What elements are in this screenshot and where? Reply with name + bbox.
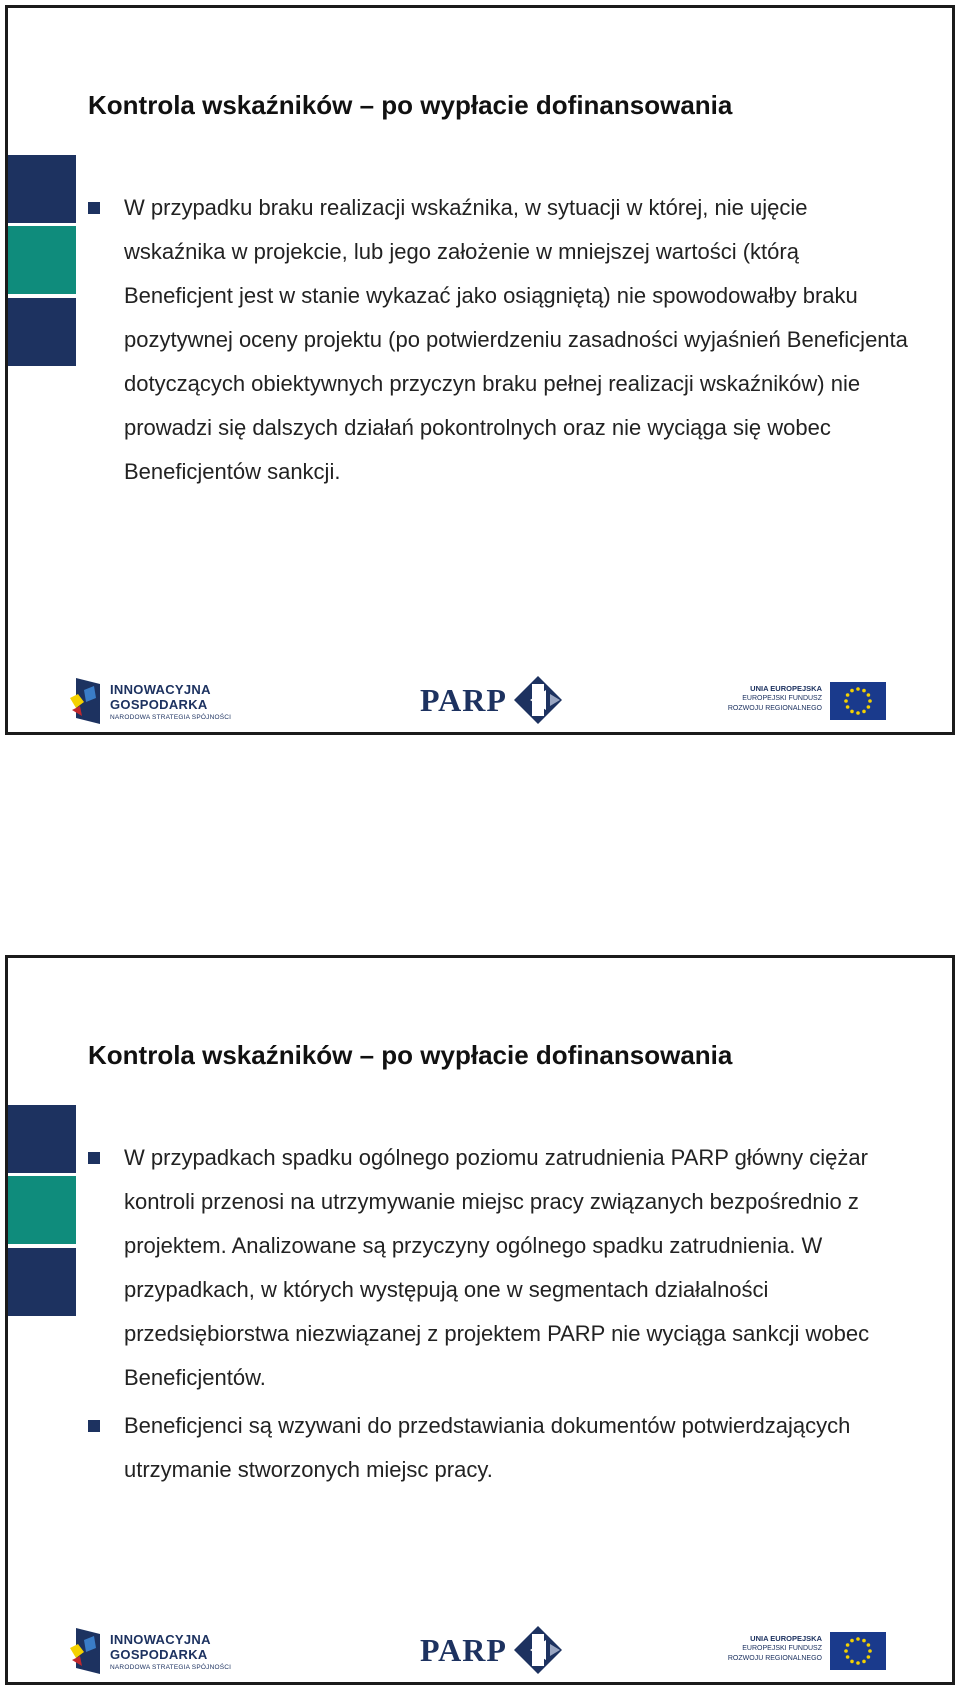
sidebar-block-teal — [8, 226, 76, 294]
bullet-list — [88, 1136, 908, 1496]
ig-line2: GOSPODARKA — [110, 1647, 208, 1662]
bullet-list — [88, 186, 908, 498]
square-bullet-icon — [88, 202, 100, 214]
eu-line3: ROZWOJU REGIONALNEGO — [727, 705, 822, 712]
bullet-item — [88, 1404, 908, 1492]
ig-line1: INNOWACYJNA — [110, 1632, 211, 1647]
parp-logo — [420, 674, 570, 728]
parp-logo-text: PARP — [420, 1632, 507, 1668]
bullet-text: Beneficjenci są wzywani do przedstawiania dokumentów potwierdzających utrzymanie stworzonych miejsc pracy. — [124, 1413, 851, 1482]
parp-arrow-icon — [512, 674, 564, 726]
sidebar-block-navy — [8, 1248, 76, 1316]
parp-logo-text: PARP — [420, 682, 507, 718]
ig-line1: INNOWACYJNA — [110, 682, 211, 697]
eu-line1: UNIA EUROPEJSKA — [750, 1634, 822, 1643]
slide-1 — [5, 5, 955, 735]
ig-line3: NARODOWA STRATEGIA SPÓJNOŚCI — [110, 714, 232, 721]
slide-footer — [8, 672, 952, 735]
bullet-text: W przypadkach spadku ogólnego poziomu zatrudnienia PARP główny ciężar kontroli przenosi na utrzymywanie miejsc pracy związanych bezpośrednio z projektem. Analizowane są przyczyny ogólnego spadku zatrudnienia. W przypadkach, w których występują one w segmentach działalności przedsiębiorstwa niezwiązanej z projektem PARP nie wyciąga sankcji wobec Beneficjentów. — [124, 1145, 870, 1390]
parp-logo — [420, 1624, 570, 1678]
square-bullet-icon — [88, 1152, 100, 1164]
slide-2 — [5, 955, 955, 1685]
eu-flag-icon — [830, 1632, 886, 1670]
innowacyjna-gospodarka-logo-icon — [70, 1626, 104, 1676]
eu-flag-icon — [830, 682, 886, 720]
sidebar-block-navy — [8, 155, 76, 223]
eu-logo — [726, 1632, 901, 1672]
innowacyjna-gospodarka-logo-icon — [70, 676, 104, 726]
parp-arrow-icon — [512, 1624, 564, 1676]
sidebar-block-navy — [8, 298, 76, 366]
eu-line2: EUROPEJSKI FUNDUSZ — [742, 695, 822, 702]
eu-line1: UNIA EUROPEJSKA — [750, 684, 822, 693]
ig-line3: NARODOWA STRATEGIA SPÓJNOŚCI — [110, 1664, 232, 1671]
innowacyjna-gospodarka-logo — [70, 672, 240, 730]
innowacyjna-gospodarka-logo — [70, 1622, 240, 1680]
square-bullet-icon — [88, 1420, 100, 1432]
eu-line3: ROZWOJU REGIONALNEGO — [727, 1655, 822, 1662]
eu-logo-text — [726, 1634, 822, 1664]
bullet-item — [88, 1136, 908, 1400]
sidebar-block-navy — [8, 1105, 76, 1173]
bullet-item — [88, 186, 908, 494]
bullet-text: W przypadku braku realizacji wskaźnika, w sytuacji w której, nie ujęcie wskaźnika w projekcie, lub jego założenie w mniejszej wartości (którą Beneficjent jest w stanie wykazać jako osiągniętą) nie spowodowałby braku pozytywnej oceny projektu (po potwierdzeniu zasadności wyjaśnień Beneficjenta dotyczących obiektywnych przyczyn braku pełnej realizacji wskaźników) nie prowadzi się dalszych działań pokontrolnych oraz nie wyciąga się wobec Beneficjentów sankcji. — [124, 195, 908, 484]
eu-logo-text — [726, 684, 822, 714]
slide-title: Kontrola wskaźników – po wypłacie dofinansowania — [88, 90, 733, 120]
slide-footer — [8, 1622, 952, 1685]
ig-line2: GOSPODARKA — [110, 697, 208, 712]
eu-line2: EUROPEJSKI FUNDUSZ — [742, 1645, 822, 1652]
eu-logo — [726, 682, 901, 722]
slide-title: Kontrola wskaźników – po wypłacie dofinansowania — [88, 1040, 733, 1070]
sidebar-block-teal — [8, 1176, 76, 1244]
